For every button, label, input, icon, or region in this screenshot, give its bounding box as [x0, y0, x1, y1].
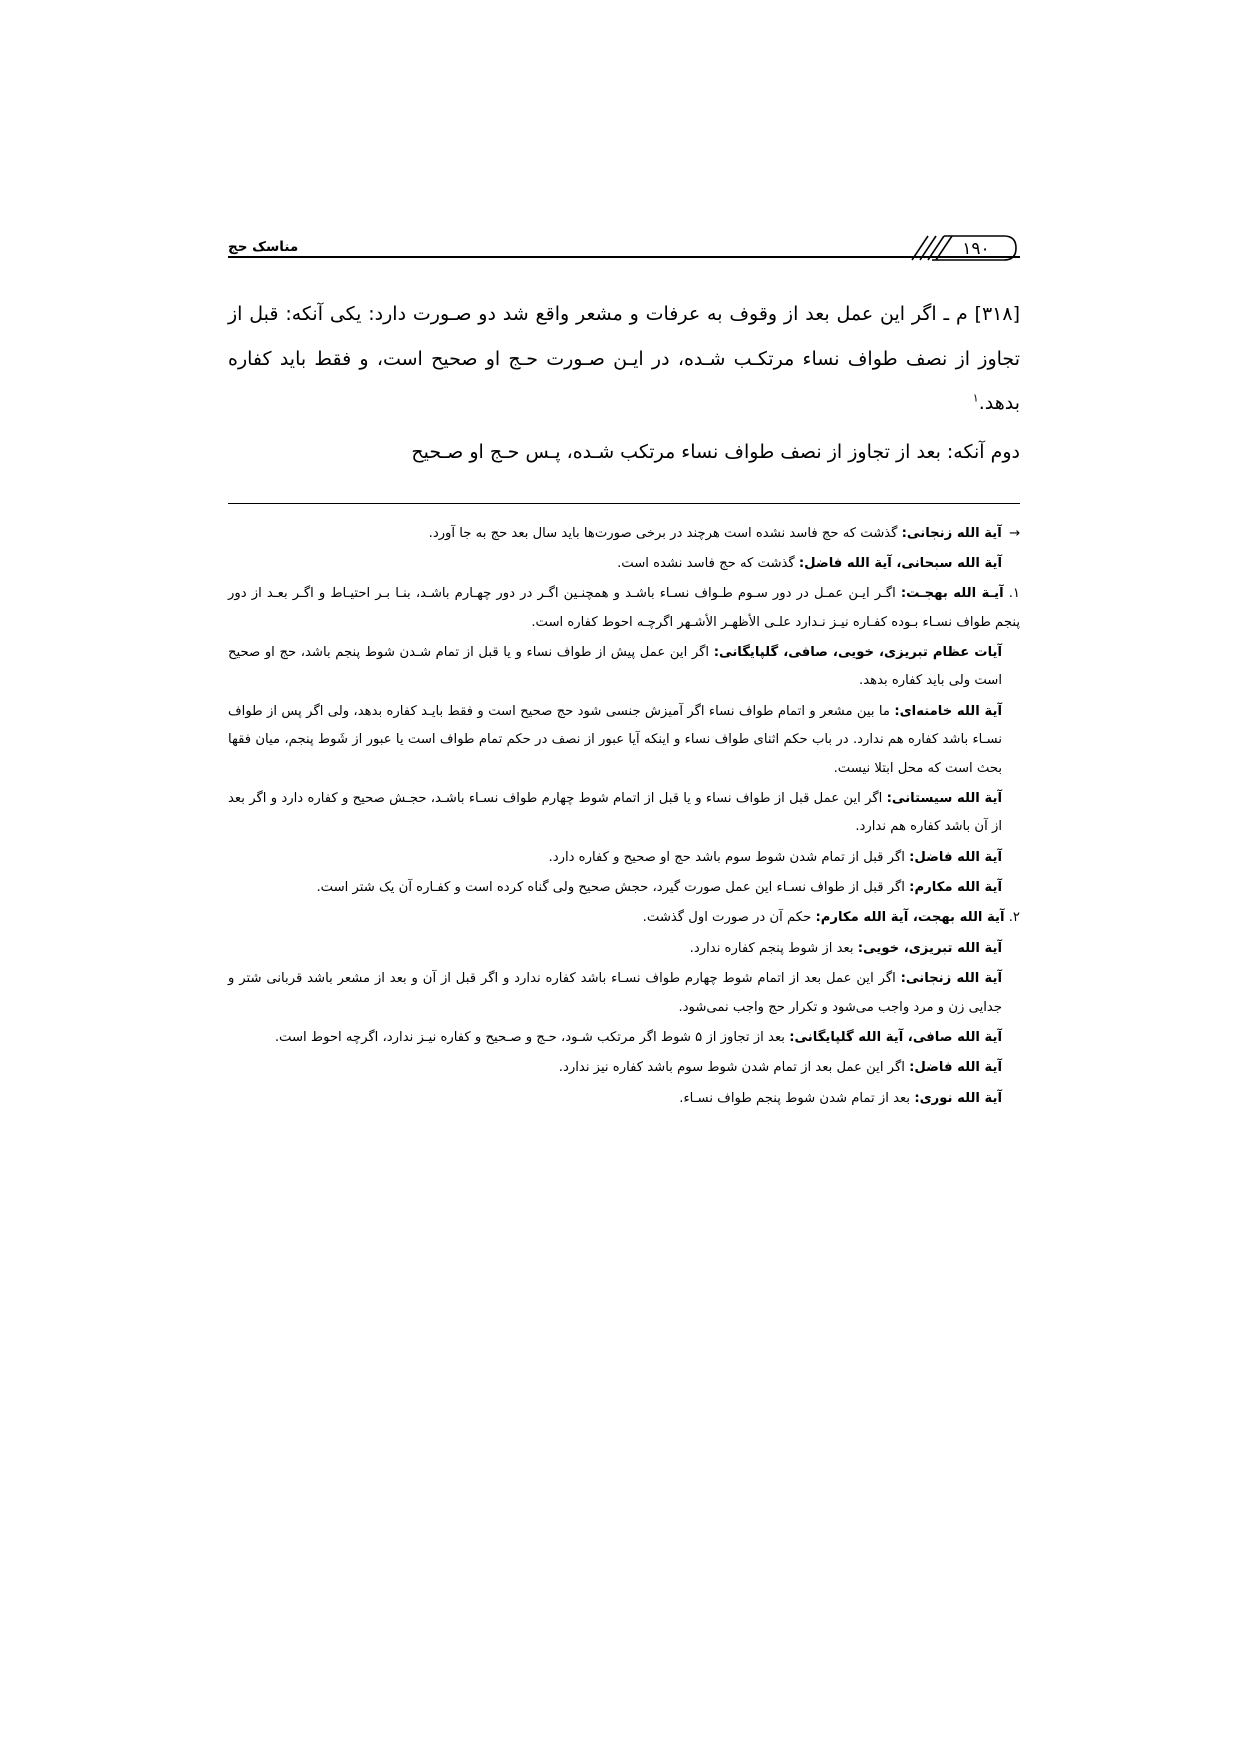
body-paragraph-2-text: دوم آنکه: بعد از تجاوز از نصف طواف نساء مرتکب شـده، پـس حـج او صـحیح: [411, 440, 1020, 463]
body-paragraph-1: [228, 292, 1020, 426]
footnote-number: ۲.: [1008, 910, 1020, 926]
footnote-text: گذشت که حج فاسد نشده است هرچند در برخی صورت‌ها باید سال بعد حج به جا آورد.: [428, 525, 898, 541]
footnote-authority-name: آیة الله فاضل:: [909, 849, 1002, 865]
footnote-item: [228, 520, 1020, 548]
footnote-separator-rule: [228, 503, 1020, 504]
body-text: [228, 292, 1020, 475]
footnote-text: بعد از شوط پنجم کفاره ندارد.: [689, 940, 854, 956]
footnote-authority-name: آیات عظام تبریزی، خویی، صافی، گلپایگانی:: [713, 645, 1002, 661]
footnote-authority-name: آیة الله بهجت، آیة الله مکارم:: [815, 910, 1005, 926]
footnote-text: اگر قبل از تمام شدن شوط سوم باشد حج او صحیح و کفاره دارد.: [548, 849, 905, 865]
footnote-item: [228, 1024, 1020, 1052]
header-book-title: مناسک حج: [228, 238, 299, 255]
footnote-text: اگر این عمل بعد از تمام شدن شوط سوم باشد کفاره نیز ندارد.: [558, 1060, 905, 1076]
footnote-item: [228, 580, 1020, 637]
body-paragraph-1-text: [۳۱۸] م ـ اگر این عمل بعد از وقوف به عرفات و مشعر واقع شد دو صـورت دارد: یکی آنکه: قبل از تجاوز از نصف طواف نساء مرتکـب شـده، در ایـن صـورت حـج او صحیح است، و فقط باید کفاره بدهد.: [228, 303, 1020, 415]
footnote-item: [228, 935, 1020, 963]
footnote-item: [228, 1085, 1020, 1113]
body-paragraph-2: [228, 430, 1020, 475]
footnote-text: ما بین مشعر و اتمام طواف نساء اگر آمیزش جنسی شود حج صحیح است و فقط بایـد کفاره بدهد، ولی اگر پس از طواف نسـاء باشد کفاره هم ندارد. در باب حکم اثنای طواف نساء و اینکه آیا عبور از نصف در حکم تمام طواف است یا عبور از شَوط پنجم، میان فقها بحث است که محل ابتلا نیست.: [228, 703, 1002, 776]
footnote-authority-name: آیة الله سبحانی، آیة الله فاضل:: [798, 555, 1002, 571]
footnote-authority-name: آیة الله سیستانی:: [886, 790, 1002, 806]
page-number-text: ۱۹۰: [962, 239, 990, 259]
footnote-text: اگر این عمل بعد از اتمام شوط چهارم طواف نسـاء باشد کفاره ندارد و اگر قبل از آن و بعد از مشعر باشد قربانی شتر و جدایی زن و مرد واجب می‌شود و تکرار حج واجب نمی‌شود.: [228, 971, 1002, 1015]
footnote-number: ۱.: [1008, 586, 1020, 602]
footnote-text: بعد از تجاوز از ۵ شوط اگر مرتکب شـود، حـج و صـحیح و کفاره نیـز ندارد، اگرچه احوط است.: [274, 1029, 785, 1045]
footnote-text: اگـر ایـن عمـل در دور سـوم طـواف نسـاء باشـد و همچنـین اگـر در دور چهـارم باشـد، بنـا بـر احتیـاط و اگـر بعـد از دور پنجم طواف نسـاء بـوده کفـاره نیـز نـدارد علـی الأظهـر الأشـهر اگرچـه احوط کفاره است.: [228, 586, 1020, 630]
footnote-authority-name: آیة الله فاضل:: [909, 1060, 1002, 1076]
footnote-item: [228, 844, 1020, 872]
footnote-authority-name: آیة الله زنجانی:: [901, 525, 1002, 541]
footnote-authority-name: آیة الله خامنه‌ای:: [894, 703, 1002, 719]
footnote-text: اگر این عمل پیش از طواف نساء و یا قبل از تمام شـدن شوط پنجم باشد، حج او صحیح است ولی باید کفاره بدهد.: [228, 645, 1002, 689]
footnote-item: [228, 639, 1020, 696]
running-header: [228, 222, 1020, 266]
footnote-item: [228, 550, 1020, 578]
footnote-item: [228, 785, 1020, 842]
page-number-badge: [900, 226, 1020, 264]
footnote-text: حکم آن در صورت اول گذشت.: [642, 910, 812, 926]
footnote-authority-name: آیة الله صافی، آیة الله گلپایگانی:: [789, 1029, 1002, 1045]
footnote-authority-name: آیـة الله بهجـت:: [900, 586, 1004, 602]
page-content-frame: [228, 222, 1020, 1115]
footnote-authority-name: آیة الله زنجانی:: [900, 971, 1002, 987]
footnote-item: [228, 874, 1020, 902]
continuation-arrow-icon: →: [1008, 525, 1020, 541]
footnote-item: [228, 698, 1020, 783]
footnote-authority-name: آیة الله تبریزی، خویی:: [857, 940, 1002, 956]
footnote-item: [228, 904, 1020, 932]
footnote-text: بعد از تمام شدن شوط پنجم طواف نسـاء.: [679, 1090, 911, 1106]
footnotes-block: [228, 520, 1020, 1114]
footnote-authority-name: آیة الله نوری:: [914, 1090, 1002, 1106]
footnote-text: گذشت که حج فاسد نشده است.: [617, 555, 795, 571]
footnote-ref-1: ۱: [972, 391, 979, 405]
footnote-item: [228, 1054, 1020, 1082]
footnote-text: اگر قبل از طواف نسـاء این عمل صورت گیرد، حجش صحیح ولی گناه کرده است و کفـاره آن یک شتر است.: [316, 880, 905, 896]
footnote-text: اگر این عمل قبل از طواف نساء و یا قبل از اتمام شوط چهارم طواف نسـاء باشـد، حجـش صحیح و کفاره دارد و اگر بعد از آن باشد کفاره هم ندارد.: [228, 790, 1002, 835]
footnote-item: [228, 965, 1020, 1022]
footnote-authority-name: آیة الله مکارم:: [909, 880, 1002, 896]
